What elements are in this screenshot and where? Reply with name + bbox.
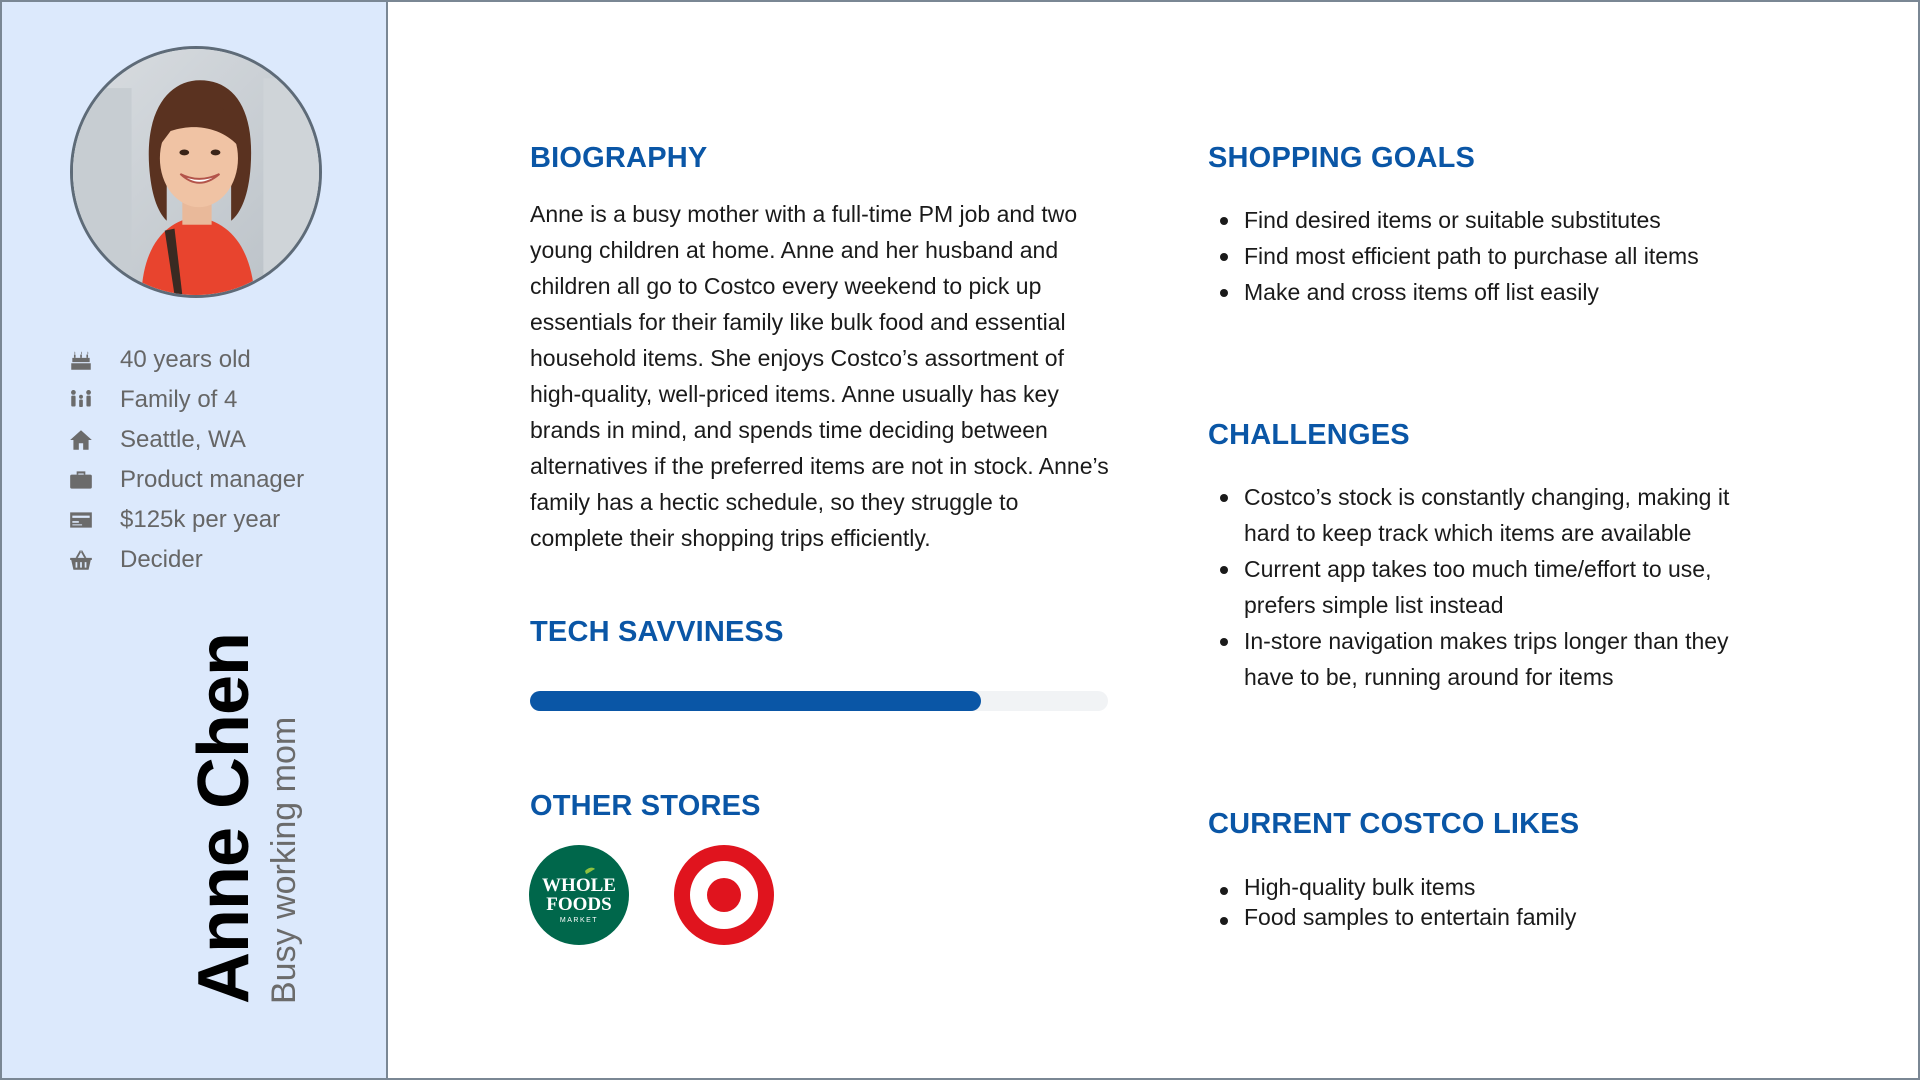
fact-label: $125k per year <box>120 506 281 533</box>
family-icon <box>68 387 94 413</box>
fact-income <box>68 500 304 540</box>
fact-age <box>68 340 304 380</box>
avatar <box>70 46 322 298</box>
tech-savviness-heading: TECH SAVVINESS <box>530 616 784 648</box>
fact-role <box>68 540 304 580</box>
shopping-goals-heading: SHOPPING GOALS <box>1208 142 1476 174</box>
biography-heading: BIOGRAPHY <box>530 142 708 174</box>
likes-heading: CURRENT COSTCO LIKES <box>1208 808 1580 840</box>
target-logo <box>674 845 774 945</box>
persona-subtitle: Busy working mom <box>265 716 303 1004</box>
basket-icon <box>68 547 94 573</box>
whole-foods-logo-line3: MARKET <box>559 917 599 924</box>
fact-job <box>68 460 304 500</box>
whole-foods-logo <box>529 845 629 945</box>
list-item: Find desired items or suitable substitutes <box>1208 202 1768 238</box>
biography-text: Anne is a busy mother with a full-time PM job and two young children at home. Anne and her husband and children all go to Costco every weekend to pick up essentials for their family like bulk food and essential household items. She enjoys Costco’s assortment of high-quality, well-priced items. Anne usually has key brands in mind, and spends time deciding between alternatives if the preferred items are not in stock. Anne’s family has a hectic schedule, so they struggle to complete their shopping trips efficiently. <box>530 201 1109 551</box>
cake-icon <box>68 347 94 373</box>
fact-location <box>68 420 304 460</box>
whole-foods-logo-line1: WHOLE <box>542 875 616 896</box>
briefcase-icon <box>68 467 94 493</box>
tech-savviness-bar <box>530 691 1108 711</box>
fact-family <box>68 380 304 420</box>
persona-name: Anne Chen <box>184 632 264 1004</box>
shopping-goals-list <box>1208 202 1768 310</box>
whole-foods-logo-line2: FOODS <box>546 894 612 915</box>
list-item: Costco’s stock is constantly changing, making it hard to keep track which items are available <box>1208 479 1758 551</box>
list-item: Find most efficient path to purchase all items <box>1208 238 1768 274</box>
persona-name-block <box>184 633 304 1004</box>
list-item: High-quality bulk items <box>1208 872 1768 902</box>
other-stores-heading: OTHER STORES <box>530 790 761 822</box>
list-item: Food samples to entertain family <box>1208 902 1768 932</box>
credit-card-icon <box>68 507 94 533</box>
fact-label: Seattle, WA <box>120 426 246 453</box>
fact-label: Product manager <box>120 466 305 493</box>
profile-facts <box>68 340 304 580</box>
home-icon <box>68 427 94 453</box>
list-item: Make and cross items off list easily <box>1208 274 1768 310</box>
challenges-heading: CHALLENGES <box>1208 419 1410 451</box>
challenges-list <box>1208 479 1758 695</box>
profile-sidebar <box>2 2 388 1078</box>
list-item: In-store navigation makes trips longer than they have to be, running around for items <box>1208 623 1758 695</box>
fact-label: Decider <box>120 546 203 573</box>
avatar-photo <box>73 49 319 295</box>
fact-label: 40 years old <box>120 346 251 373</box>
likes-list <box>1208 872 1768 932</box>
list-item: Current app takes too much time/effort to use, prefers simple list instead <box>1208 551 1758 623</box>
fact-label: Family of 4 <box>120 386 238 413</box>
tech-savviness-fill <box>530 691 981 711</box>
